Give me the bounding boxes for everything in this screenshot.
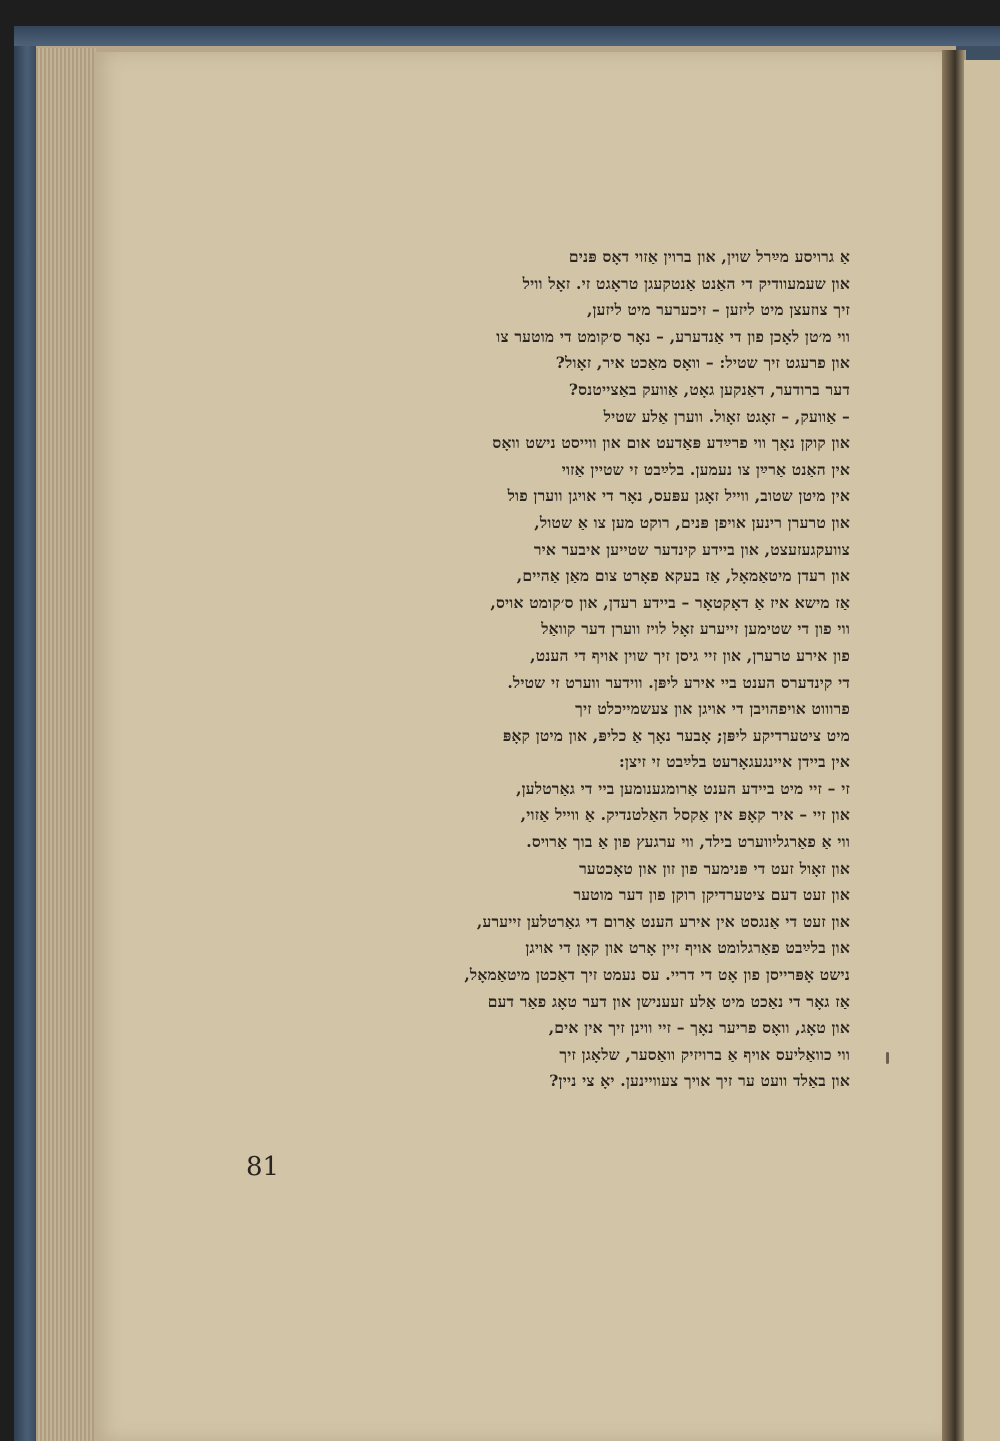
text-line: אין האַנט אַרײַן צו נעמען. בלײַבט זי שטיין אַזוי <box>561 459 850 479</box>
text-line: אַז גאָר די נאַכט מיט אַלע זעענישן און דער טאָג פאַר דעם <box>487 991 850 1011</box>
text-line: ווי פון די שטימען זייערע זאָל לויז ווערן דער קוואַל <box>541 619 850 639</box>
body-text <box>320 244 850 1095</box>
text-line: און פרעגט זיך שטיל: – וואָס מאַכט איר, זאָול? <box>555 353 850 373</box>
text-line: און שעמעוודיק די האַנט אַנטקעגן טראָגט זי. זאָל וויל <box>522 273 850 293</box>
text-line: ווי אַ פאַרגליווערט בילד, ווי ערגעץ פון אַ בוך אַרויס. <box>526 832 850 852</box>
book-gutter <box>942 50 966 1441</box>
page-edges <box>36 48 96 1441</box>
text-line: אַ גרויסע מײַרל שוין, און ברוין אַזוי דאָס פּנים <box>568 247 850 266</box>
text-line: און טרערן רינען אויפן פּנים, רוקט מען צו אַ שטול, <box>534 512 850 532</box>
text-line: פון אירע טרערן, און זיי גיסן זיך שוין אויף די הענט, <box>530 645 850 665</box>
text-line: און באַלד וועט ער זיך אויך צעוויינען. יאָ צי ניין? <box>549 1071 850 1091</box>
text-line: אין ביידן איינגעגאָרעט בלײַבט זי זיצן: <box>618 752 850 772</box>
text-line: און זעט די אַנגסט אין אירע הענט אַרום די גאַרטלען זייערע, <box>476 911 850 931</box>
text-line: פרוווט אויפהויבן די אויגן און צעשמייכלט זיך <box>575 699 850 719</box>
text-line: זי – זיי מיט ביידע הענט אַרומגענומען ביי די גאַרטלען, <box>516 778 850 798</box>
text-line: די קינדערס הענט ביי אירע ליפּן. ווידער ווערט זי שטיל. <box>507 672 850 692</box>
text-line: צוועקגעזעצט, און ביידע קינדער שטייען איבער איר <box>533 539 850 559</box>
text-line: ווי כוואַליעס אויף אַ ברויזיק וואַסער, שלאָגן זיך <box>559 1044 850 1064</box>
text-line: און בלײַבט פאַרגלומט אויף זיין אָרט און קאָן די אויגן <box>525 938 850 958</box>
text-line: זיך צוזעצן מיט ליזען – זיכערער מיט ליזען, <box>586 300 850 320</box>
facing-page-edge <box>964 60 1000 1441</box>
text-line: אין מיטן שטוב, ווייל זאָגן עפּעס, נאָר די אויגן ווערן פול <box>507 486 850 506</box>
text-line: און זיי – איר קאָפּ אין אַקסל האַלטנדיק. אַ ווייל אַזוי, <box>520 805 850 825</box>
text-line: מיט ציטערדיקע ליפּן; אָבער נאָך אַ כליפּ, און מיטן קאָפּ <box>502 725 850 745</box>
book-spine-edge <box>14 26 36 1441</box>
paper-speck <box>886 1052 889 1064</box>
page-number: 81 <box>246 1152 280 1182</box>
text-line: ווי מ׳טן לאָכן פון די אַנדערע, – נאָר ס׳קומט די מוטער צו <box>496 326 850 346</box>
text-line: – אַוועק, – זאָגט זאָול. ווערן אַלע שטיל <box>603 406 850 426</box>
text-line: נישט אָפּרייסן פון אָט די דריי. עס נעמט זיך דאַכטן מיטאַמאָל, <box>464 965 850 985</box>
text-line: און זאָול זעט די פּנימער פון זון און טאָכטער <box>579 858 850 878</box>
text-line: און רעדן מיטאַמאָל, אַז בעקא פאָרט צום מאַן אַהיים, <box>516 566 850 586</box>
text-line: דער ברודער, דאַנקען גאָט, אַוועק באַצייטנס? <box>568 379 850 399</box>
text-line: און טאָג, וואָס פריער נאָך – זיי ווינן זיך אין אים, <box>548 1018 850 1038</box>
text-line: און זעט דעם ציטערדיקן רוקן פון דער מוטער <box>573 885 850 905</box>
text-line: אַז מישא איז אַ דאָקטאָר – ביידע רעדן, און ס׳קומט אויס, <box>490 592 850 612</box>
text-line: און קוקן נאָך ווי פרײַדע פּאַדעט אום און ווייסט נישט וואָס <box>492 433 850 453</box>
book-cover-top-edge <box>14 26 1000 46</box>
